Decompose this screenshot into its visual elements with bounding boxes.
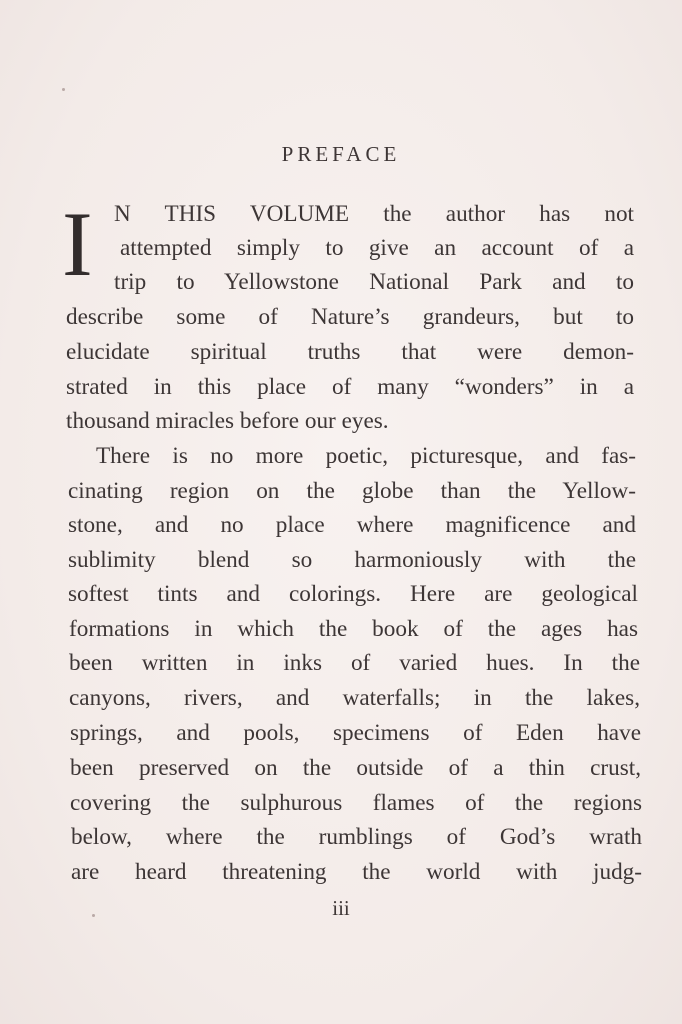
text-line: covering the sulphurous flames of the regions <box>70 790 642 816</box>
text-line: been written in inks of varied hues. In the <box>69 650 640 676</box>
text-line: N THIS VOLUME the author has not <box>114 201 634 227</box>
text-line: trip to Yellowstone National Park and to <box>114 269 634 295</box>
page-heading: PREFACE <box>281 142 401 166</box>
text-line: elucidate spiritual truths that were demon- <box>66 339 634 365</box>
text-line: There is no more poetic, picturesque, and fas- <box>96 443 636 469</box>
text-line: are heard threatening the world with judg- <box>71 859 642 885</box>
text-line: springs, and pools, specimens of Eden have <box>70 720 641 746</box>
drop-cap-letter: I <box>62 193 93 295</box>
page-number: iii <box>332 896 350 920</box>
text-line: attempted simply to give an account of a <box>120 235 634 261</box>
text-line: below, where the rumblings of God’s wrath <box>71 824 642 850</box>
text-line: canyons, rivers, and waterfalls; in the lakes, <box>69 685 640 711</box>
text-line: thousand miracles before our eyes. <box>66 408 389 434</box>
paper-speck <box>92 914 95 917</box>
paper-speck <box>62 88 65 91</box>
text-line: sublimity blend so harmoniously with the <box>68 547 636 573</box>
text-line: strated in this place of many “wonders” in a <box>66 374 634 400</box>
text-line: formations in which the book of the ages has <box>69 616 638 642</box>
text-line: been preserved on the outside of a thin crust, <box>70 755 641 781</box>
text-line: stone, and no place where magnificence and <box>68 512 636 538</box>
text-line: softest tints and colorings. Here are geological <box>68 581 638 607</box>
text-line: cinating region on the globe than the Yellow- <box>68 478 636 504</box>
text-line: describe some of Nature’s grandeurs, but to <box>66 304 634 330</box>
